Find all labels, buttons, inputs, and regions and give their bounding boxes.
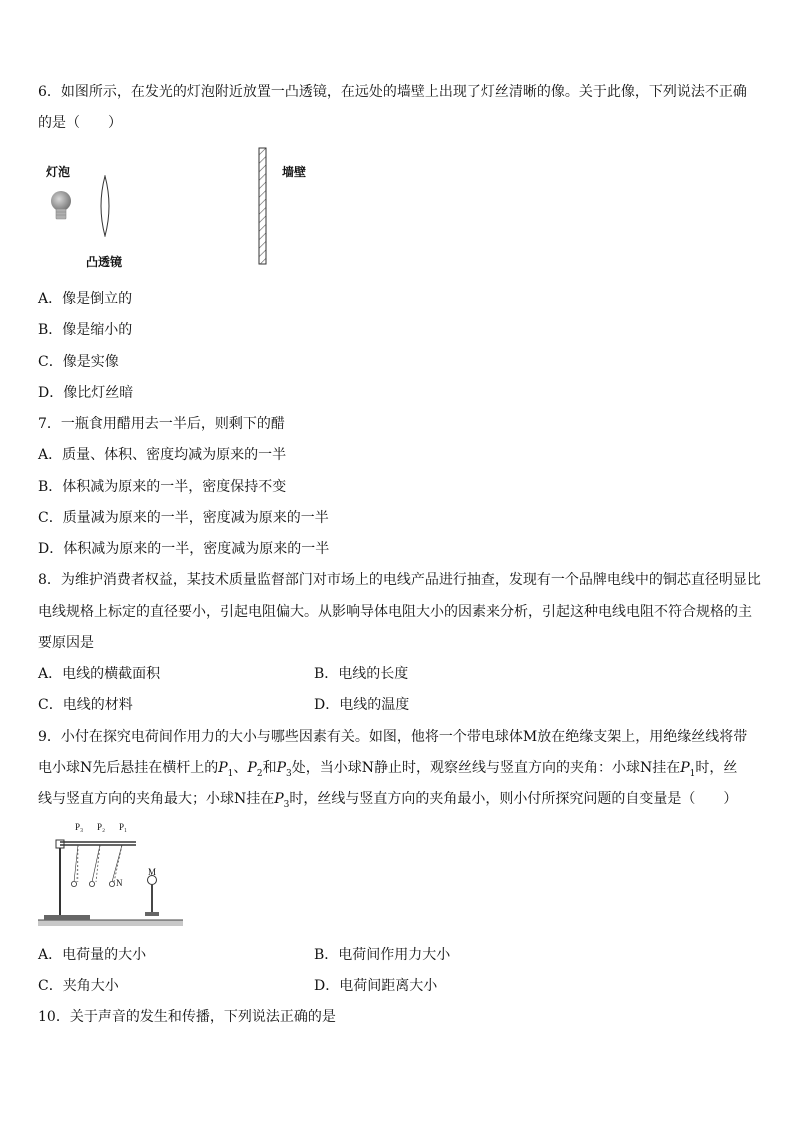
q9-option-a: A．电荷量的大小 — [38, 947, 147, 963]
q9-stem-line3: 线与竖直方向的夹角最大；小球N挂在$P_3$时，丝线与竖直方向的夹角最小，则小付所探究问题的自变量是（ ） — [38, 791, 738, 810]
q9-stem-line1: 9．小付在探究电荷间作用力的大小与哪些因素有关。如图，他将一个带电球体M放在绝缘支架上，用绝缘丝线将带 — [38, 729, 748, 745]
q9-figure — [38, 818, 188, 933]
q7-option-a: A．质量、体积、密度均减为原来的一半 — [38, 447, 287, 463]
q6-stem-line2: 的是（ ） — [38, 115, 122, 131]
q8-option-c: C．电线的材料 — [38, 697, 133, 713]
q8-option-b: B．电线的长度 — [314, 666, 409, 682]
apparatus-diagram — [38, 818, 188, 933]
q6-option-d: D．像比灯丝暗 — [38, 385, 134, 401]
lens-label: 凸透镜 — [86, 255, 123, 269]
bulb-label: 灯泡 — [46, 165, 71, 179]
q7-option-b: B．体积减为原来的一半，密度保持不变 — [38, 479, 287, 495]
q6-figure — [38, 145, 338, 275]
q9-option-c: C．夹角大小 — [38, 978, 119, 994]
convex-lens-icon — [96, 175, 114, 237]
n-label: N — [116, 878, 123, 888]
wall-label: 墙壁 — [282, 165, 307, 179]
bulb-icon — [48, 189, 74, 223]
q6-option-b: B．像是缩小的 — [38, 322, 133, 338]
q9-option-b: B．电荷间作用力大小 — [314, 947, 451, 963]
q8-stem-line2: 电线规格上标定的直径要小，引起电阻偏大。从影响导体电阻大小的因素来分析，引起这种电线电阻不符合规格的主 — [38, 604, 752, 620]
q7-option-d: D．体积减为原来的一半，密度减为原来的一半 — [38, 541, 330, 557]
p1-label: P₁ — [119, 822, 128, 832]
q7-option-c: C．质量减为原来的一半，密度减为原来的一半 — [38, 510, 329, 526]
q6-stem-line1: 6．如图所示，在发光的灯泡附近放置一凸透镜，在远处的墙壁上出现了灯丝清晰的像。关于此像，下列说法不正确 — [38, 84, 747, 100]
wall-icon — [258, 147, 268, 265]
q10-stem: 10．关于声音的发生和传播，下列说法正确的是 — [38, 1009, 336, 1025]
q6-option-a: A．像是倒立的 — [38, 291, 133, 307]
q7-stem: 7．一瓶食用醋用去一半后，则剩下的醋 — [38, 416, 285, 432]
p2-label: P₂ — [97, 822, 106, 832]
q8-option-a: A．电线的横截面积 — [38, 666, 161, 682]
p3-label: P₃ — [75, 822, 84, 832]
q6-option-c: C．像是实像 — [38, 354, 119, 370]
q8-stem-line3: 要原因是 — [38, 635, 94, 651]
m-label: M — [148, 867, 157, 877]
q9-stem-line2: 电小球N先后悬挂在横杆上的$P_1$、$P_2$和$P_3$处，当小球N静止时，观察丝线与竖直方向的夹角：小球N挂在$P_1$时，丝 — [38, 760, 738, 779]
q8-stem-line1: 8．为维护消费者权益，某技术质量监督部门对市场上的电线产品进行抽查，发现有一个品牌电线中的铜芯直径明显比 — [38, 572, 761, 588]
q8-option-d: D．电线的温度 — [314, 697, 410, 713]
q9-option-d: D．电荷间距离大小 — [314, 978, 438, 994]
